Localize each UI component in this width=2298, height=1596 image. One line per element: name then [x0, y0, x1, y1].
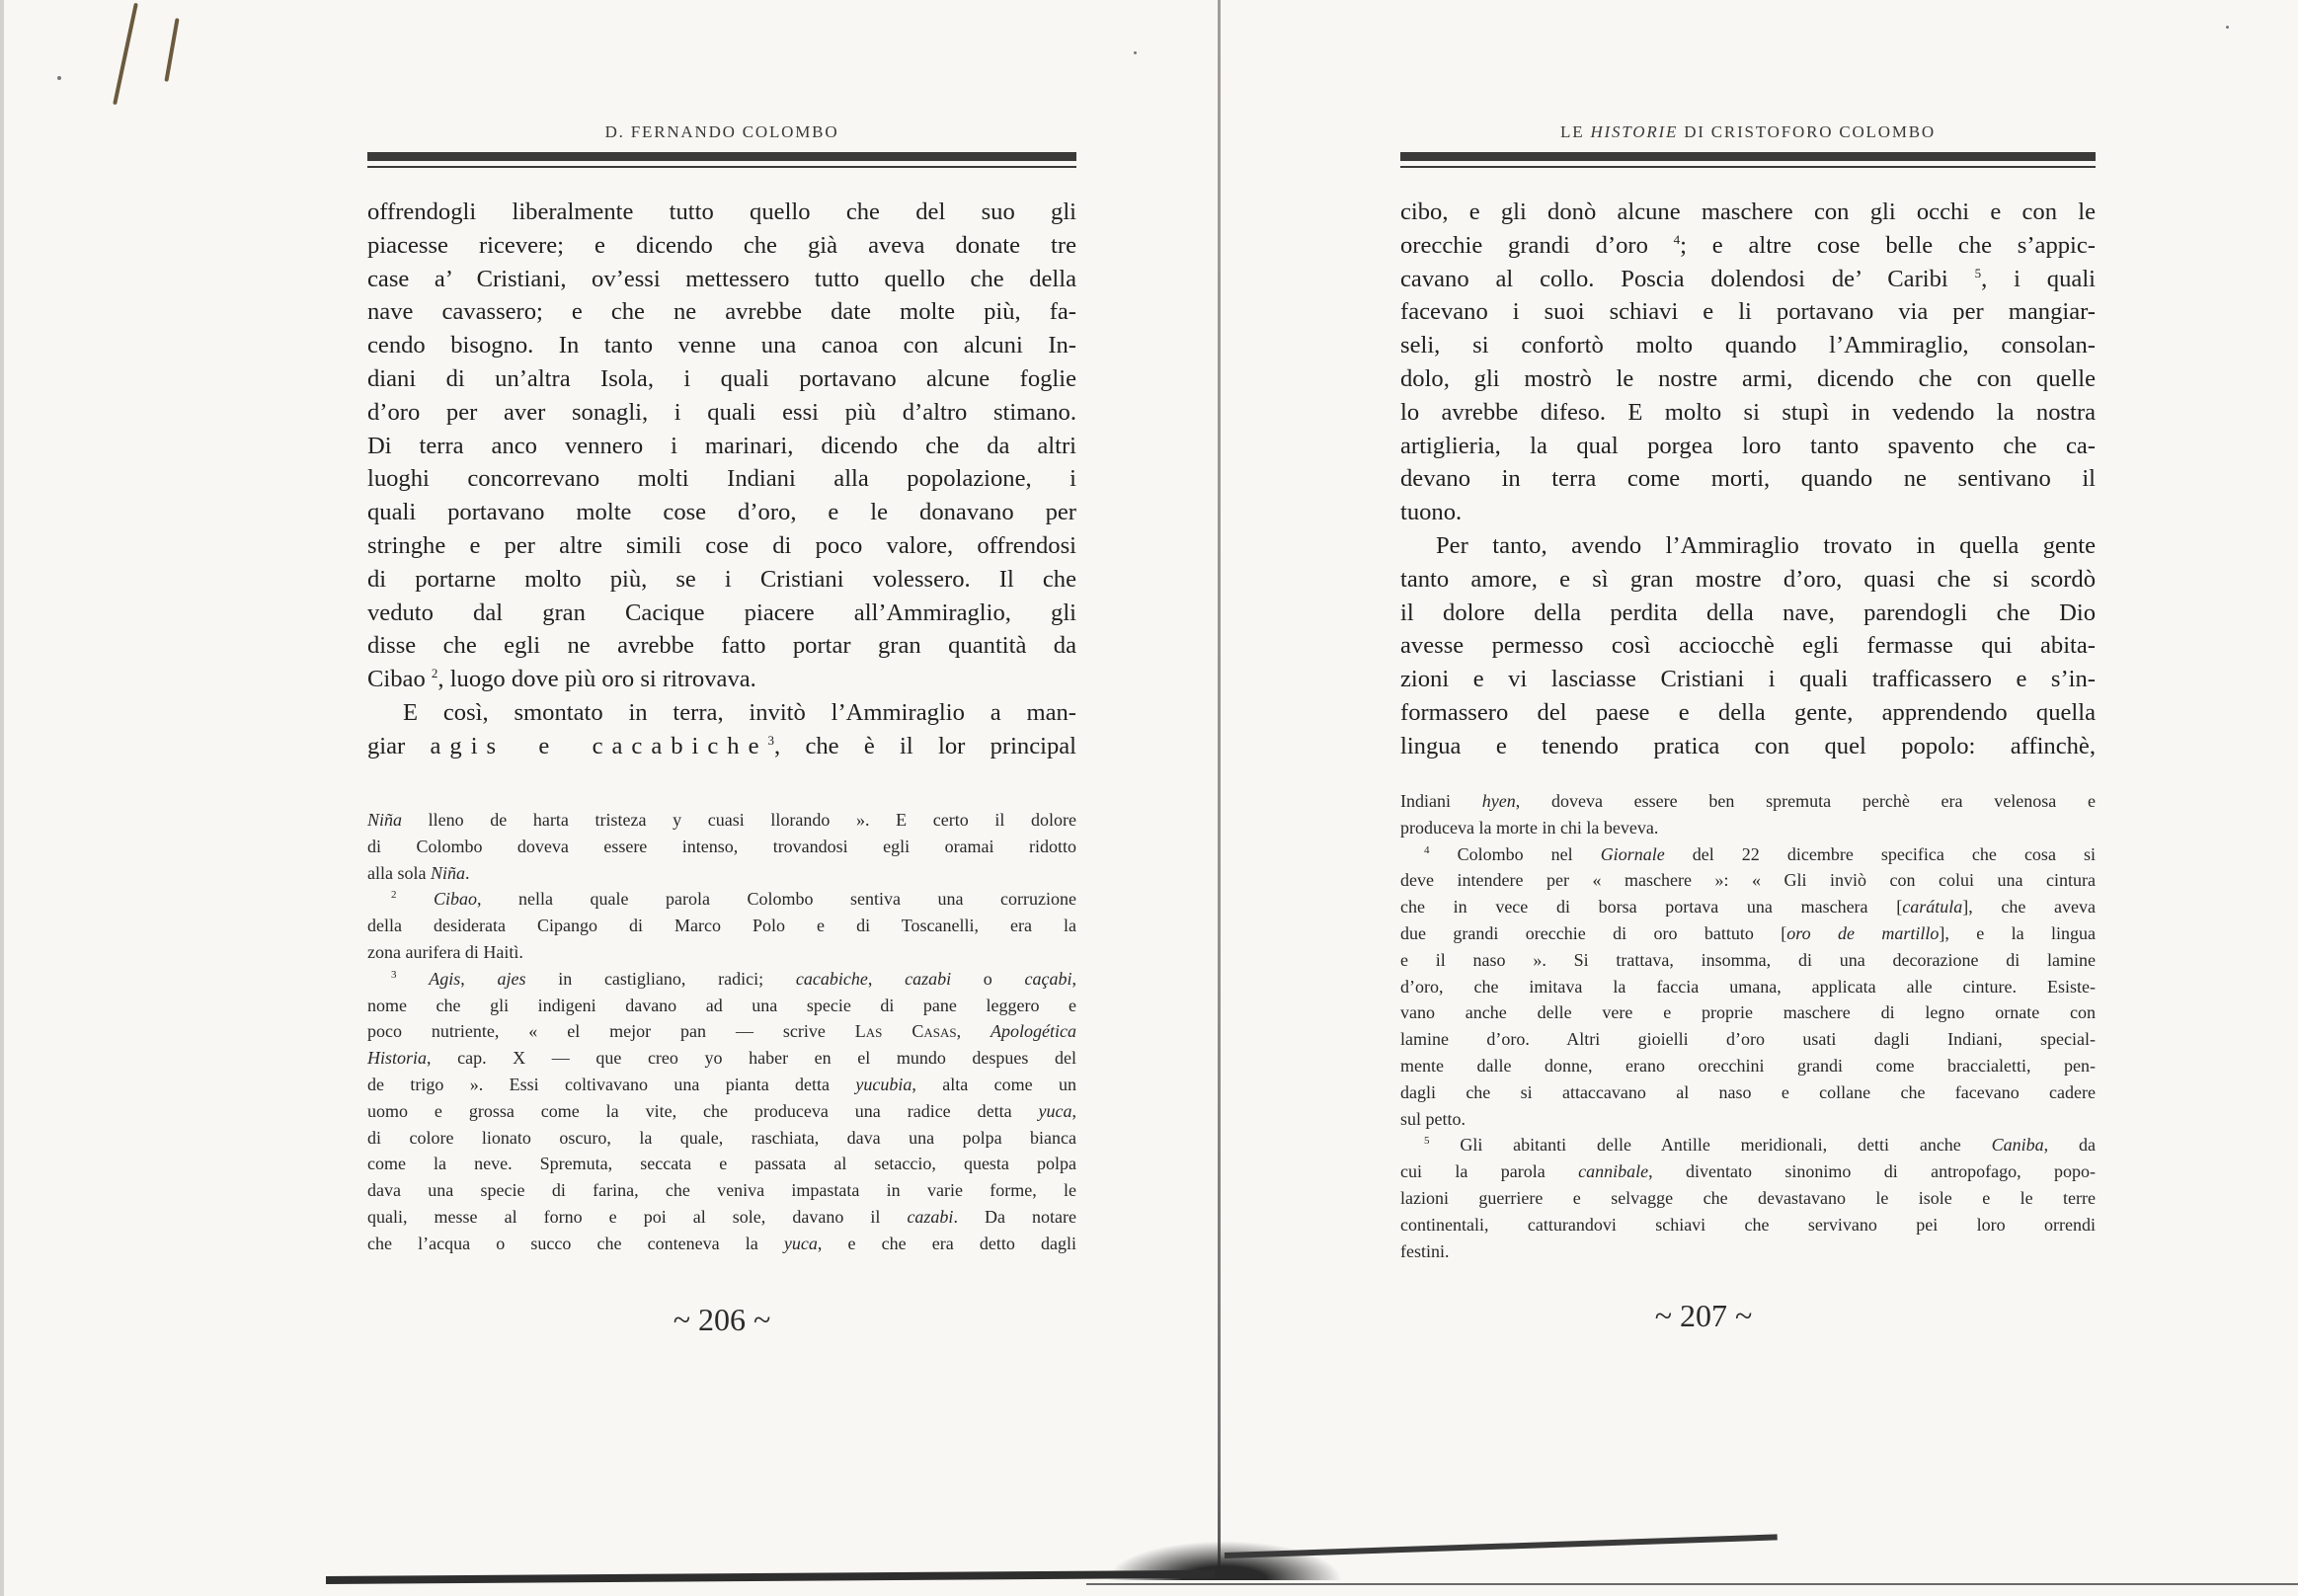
footnotes — [1400, 788, 2096, 1264]
footnote-line: Historia, cap. X — que creo yo haber en el mundo despues del — [367, 1048, 1076, 1069]
text-line: tanto amore, e sì gran mostre d’oro, quasi che si scordò — [1400, 565, 2096, 593]
footnote-ref: 4 — [1673, 231, 1681, 247]
text-line: il dolore della perdita della nave, parendogli che Dio — [1400, 598, 2096, 626]
footnote-line: poco nutriente, « el mejor pan — scrive Las Casas, Apologética — [367, 1021, 1076, 1042]
footnote-line: uomo e grossa come la vite, che produceva una radice detta yuca, — [367, 1100, 1076, 1121]
text-line: formassero del paese e della gente, apprendendo quella — [1400, 698, 2096, 726]
scan-speck — [57, 76, 61, 80]
text-line: diani di un’altra Isola, i quali portavano alcune foglie — [367, 364, 1076, 392]
text-line: Di terra anco vennero i marinari, dicendo che da altri — [367, 432, 1076, 459]
text-line: quali portavano molte cose d’oro, e le donavano per — [367, 499, 1076, 526]
text-line: nave cavassero; e che ne avrebbe date molte più, fa- — [367, 298, 1076, 326]
text-line: facevano i suoi schiavi e li portavano via per mangiar- — [1400, 298, 2096, 326]
footnote-ref: 3 — [767, 732, 775, 748]
text-line: Per tanto, avendo l’Ammiraglio trovato in quella gente — [1436, 531, 2096, 559]
footnote-line: zona aurifera di Haitì. — [367, 941, 523, 962]
text-line: dolo, gli mostrò le nostre armi, dicendo che con quelle — [1400, 364, 2096, 392]
footnote-line: produceva la morte in chi la beveva. — [1400, 817, 1659, 838]
staple-mark — [113, 3, 138, 106]
footnote-line: festini. — [1400, 1240, 1450, 1261]
text-line: stringhe e per altre simili cose di poco valore, offrendosi — [367, 531, 1076, 559]
footnote-line: della desiderata Cipango di Marco Polo e di Toscanelli, era la — [367, 916, 1076, 936]
body-text — [367, 196, 1076, 763]
text-line: tuono. — [1400, 499, 1463, 526]
text-line: Cibao $^2$, luogo dove più oro si ritrovava. — [367, 666, 756, 693]
text-line: avesse permesso così acciocchè egli fermasse qui abita- — [1400, 632, 2096, 660]
footnote-line: due grandi orecchie di oro battuto [oro de martillo], e la lingua — [1400, 922, 2096, 943]
scan-speck — [1134, 51, 1137, 54]
footnote-line: cui la parola cannibale, diventato sinonimo di antropofago, popo- — [1400, 1161, 2096, 1182]
footnote-line: che l’acqua o succo che conteneva la yuca, e che era detto dagli — [367, 1233, 1076, 1253]
text-line: di portarne molto più, se i Cristiani volessero. Il che — [367, 565, 1076, 593]
text-line: E così, smontato in terra, invitò l’Ammiraglio a man- — [403, 698, 1076, 726]
header-rule-thin — [367, 166, 1076, 168]
text-line: lingua e tenendo pratica con quel popolo: affinchè, — [1400, 732, 2096, 759]
text-line: seli, si confortò molto quando l’Ammiraglio, consolan- — [1400, 332, 2096, 359]
footnote-4: $^4$ Colombo nel Giornale del 22 dicembre specifica che cosa si — [1424, 843, 2096, 864]
text-line: d’oro per aver sonagli, i quali essi più d’altro stimano. — [367, 398, 1076, 426]
footnote-line: alla sola Niña. — [367, 862, 470, 883]
text-line: offrendogli liberalmente tutto quello che del suo gli — [367, 199, 1076, 225]
text-line: zioni e vi lasciasse Cristiani i quali trafficassero e s’in- — [1400, 666, 2096, 693]
footnote-line: lamine d’oro. Altri gioielli d’oro usati dagli Indiani, special- — [1400, 1029, 2096, 1050]
page-bottom-edge — [326, 1570, 1215, 1584]
header-rule-thin — [1400, 166, 2096, 168]
footnote-line: de trigo ». Essi coltivavano una pianta detta yucubia, alta come un — [367, 1074, 1076, 1094]
footnote-line: come la neve. Spremuta, seccata e passata al setaccio, questa polpa — [367, 1154, 1076, 1174]
footnote-line: d’oro, che imitava la faccia umana, applicata alle cinture. Esiste- — [1400, 976, 2096, 997]
footnote-line: nome che gli indigeni davano ad una specie di pane leggero e — [367, 995, 1076, 1015]
scan-left-edge — [0, 0, 4, 1596]
footnote-line: dagli che si attaccavano al naso e collane che facevano cadere — [1400, 1081, 2096, 1102]
scan-speck — [2226, 26, 2229, 29]
text-line: piacesse ricevere; e dicendo che già aveva donate tre — [367, 231, 1076, 259]
footnote-line: deve intendere per « maschere »: « Gli inviò con colui una cintura — [1400, 870, 2096, 891]
text-line: disse che egli ne avrebbe fatto portar gran quantità da — [367, 632, 1076, 660]
text-line: giar agis e cacabiche$^3$, che è il lor principal — [367, 732, 1076, 759]
footnote-line: di Colombo doveva essere intenso, trovandosi egli oramai ridotto — [367, 836, 1076, 856]
footnotes — [367, 807, 1076, 1257]
page-bottom-edge — [1086, 1583, 2298, 1585]
text-line: cavano al collo. Poscia dolendosi de’ Caribi $^5$, i quali — [1400, 265, 2096, 292]
footnote-line: dava una specie di farina, che veniva impastata in varie forme, le — [367, 1180, 1076, 1201]
text-line: cibo, e gli donò alcune maschere con gli occhi e con le — [1400, 199, 2096, 225]
footnote-line: Niña lleno de harta tristeza y cuasi llorando ». E certo il dolore — [367, 810, 1076, 830]
text-line: case a’ Cristiani, ov’essi mettessero tutto quello che della — [367, 265, 1076, 292]
footnote-line: che in vece di borsa portava una maschera [carátula], che aveva — [1400, 897, 2096, 918]
text-line: luoghi concorrevano molti Indiani alla popolazione, i — [367, 465, 1076, 493]
header-rule-thick — [367, 152, 1076, 161]
text-line: lo avrebbe difeso. E molto si stupì in vedendo la nostra — [1400, 398, 2096, 426]
footnote-line: lazioni guerriere e selvagge che devastavano le isole e le terre — [1400, 1187, 2096, 1208]
text-line: veduto dal gran Cacique piacere all’Ammiraglio, gli — [367, 598, 1076, 626]
running-head: D. FERNANDO COLOMBO — [604, 122, 839, 141]
footnote-ref: 2 — [431, 666, 438, 681]
footnote-line: continentali, catturandovi schiavi che servivano pei loro orrendi — [1400, 1214, 2096, 1235]
staple-mark — [164, 18, 179, 82]
text-line: artiglieria, la qual porgea loro tanto spavento che ca- — [1400, 432, 2096, 459]
body-text — [1400, 196, 2096, 763]
footnote-line: mente dalle donne, erano orecchini grandi come braccialetti, pen- — [1400, 1055, 2096, 1076]
footnote-5: $^5$ Gli abitanti delle Antille meridionali, detti anche Caniba, da — [1424, 1135, 2096, 1156]
header-rule-thick — [1400, 152, 2096, 161]
footnote-line: di colore lionato oscuro, la quale, raschiata, dava una polpa bianca — [367, 1127, 1076, 1148]
footnote-3: $^3$ Agis, ajes in castigliano, radici; cacabiche, cazabi o caçabi, — [391, 968, 1077, 989]
footnote-line: vano anche delle vere e proprie maschere di legno ornate con — [1400, 1002, 2096, 1023]
footnote-2: $^2$ Cibao, nella quale parola Colombo sentiva una corruzione — [391, 889, 1076, 910]
page-number: ~ 207 ~ — [1654, 1298, 1753, 1333]
footnote-line: sul petto. — [1400, 1108, 1466, 1129]
footnote-line: quali, messe al forno e poi al sole, davano il cazabi. Da notare — [367, 1206, 1077, 1227]
text-line: devano in terra come morti, quando ne sentivano il — [1400, 465, 2096, 493]
book-gutter — [1218, 0, 1221, 1580]
text-line: cendo bisogno. In tanto venne una canoa con alcuni In- — [367, 332, 1076, 359]
text-line: orecchie grandi d’oro $^4$; e altre cose belle che s’appic- — [1400, 231, 2096, 259]
footnote-line: e il naso ». Si trattava, insomma, di una decorazione di lamine — [1400, 949, 2096, 970]
page-number: ~ 206 ~ — [673, 1302, 771, 1337]
running-head: LE HISTORIE DI CRISTOFORO COLOMBO — [1560, 122, 1936, 141]
footnote-ref: 5 — [1974, 265, 1982, 280]
footnote-line: Indiani hyen, doveva essere ben spremuta perchè era velenosa e — [1400, 791, 2096, 811]
